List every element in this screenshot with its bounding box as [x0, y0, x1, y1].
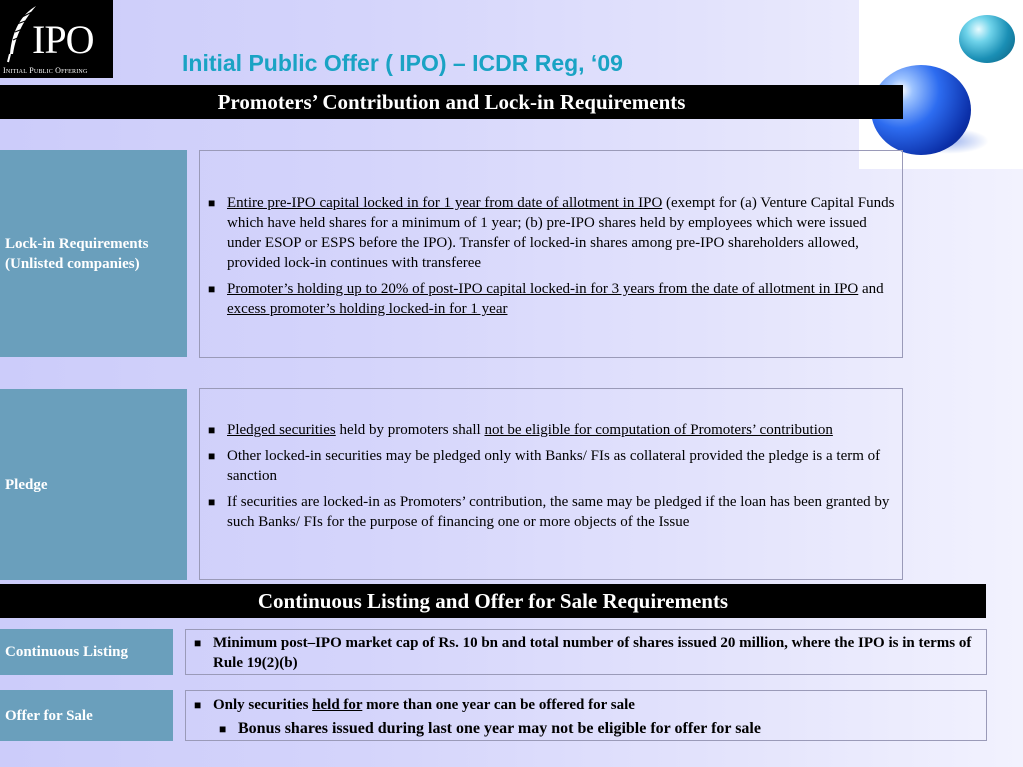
- section-header-promoters: Promoters’ Contribution and Lock-in Requirements: [0, 85, 903, 119]
- body-text: Only securities: [213, 697, 313, 713]
- lockin-content: [199, 150, 903, 358]
- ipo-logo: [0, 0, 113, 78]
- body-text: Minimum post–IPO market cap of Rs. 10 bn and total number of shares issued 20 million, where the IPO is in terms of Rule 19(2)(b): [213, 635, 972, 671]
- label-pledge: [0, 389, 187, 580]
- list-item: [200, 492, 898, 532]
- underlined-text: excess promoter’s holding locked-in for 1 year: [227, 301, 508, 317]
- logo-mark: IPO: [32, 17, 94, 62]
- label-lockin-requirements: [0, 150, 187, 357]
- bullet-icon: ■: [208, 196, 216, 210]
- list-item: [186, 633, 980, 673]
- underlined-text: not be eligible for computation of Promoters’ contribution: [484, 422, 833, 438]
- body-text: If securities are locked-in as Promoters’ contribution, the same may be pledged if the loan has been granted by such Banks/ FIs for the purpose of financing one or more objects of the Issue: [227, 494, 890, 530]
- logo-caption: Initial Public Offering: [3, 66, 88, 75]
- list-item: [186, 719, 980, 739]
- offer-for-sale-content: [185, 690, 987, 741]
- label-offer-for-sale: [0, 690, 173, 741]
- bullet-icon: ■: [208, 449, 216, 463]
- section-header-listing: Continuous Listing and Offer for Sale Requirements: [0, 584, 986, 618]
- bullet-icon: ■: [219, 722, 227, 736]
- bullet-icon: ■: [208, 495, 216, 509]
- list-item: [200, 279, 898, 319]
- bullet-icon: ■: [194, 636, 202, 650]
- body-text: held by promoters shall: [335, 422, 485, 438]
- body-text: Bonus shares issued during last one year may not be eligible for offer for sale: [238, 720, 761, 737]
- body-text: (exempt for (a) Venture Capital Funds which have held shares for a minimum of 1 year; (b) pre-IPO shares held by employees which were issued under ESOP or ESPS before the IPO). Transfer of locked-in shares among pre-IPO shareholders allowed, provided lock-in continues with transferee: [227, 195, 895, 271]
- label-text: Pledge: [5, 476, 48, 493]
- label-text: Continuous Listing: [5, 644, 128, 660]
- list-item: [186, 695, 980, 715]
- bullet-icon: ■: [208, 423, 216, 437]
- underlined-text: Entire pre-IPO capital locked in for 1 year from date of allotment in IPO: [227, 195, 663, 211]
- body-text: more than one year can be offered for sale: [362, 697, 635, 713]
- body-text: Other locked-in securities may be pledged only with Banks/ FIs as collateral provided the pledge is a term of sanction: [227, 448, 881, 484]
- label-text: Lock-in Requirements (Unlisted companies): [5, 235, 149, 272]
- continuous-listing-content: [185, 629, 987, 675]
- list-item: [200, 446, 898, 486]
- list-item: [200, 193, 898, 273]
- bullet-icon: ■: [208, 282, 216, 296]
- label-continuous-listing: [0, 629, 173, 675]
- pledge-content: [199, 388, 903, 580]
- underlined-text: Promoter’s holding up to 20% of post-IPO capital locked-in for 3 years from the date of allotment in IPO: [227, 281, 859, 297]
- list-item: [200, 420, 898, 440]
- bullet-icon: ■: [194, 698, 202, 712]
- slide-title: Initial Public Offer ( IPO) – ICDR Reg, ‘09: [182, 50, 623, 76]
- underlined-text: held for: [312, 697, 363, 713]
- label-text: Offer for Sale: [5, 707, 93, 724]
- small-orb: [959, 15, 1015, 63]
- body-text: and: [858, 281, 884, 297]
- underlined-text: Pledged securities: [227, 422, 336, 438]
